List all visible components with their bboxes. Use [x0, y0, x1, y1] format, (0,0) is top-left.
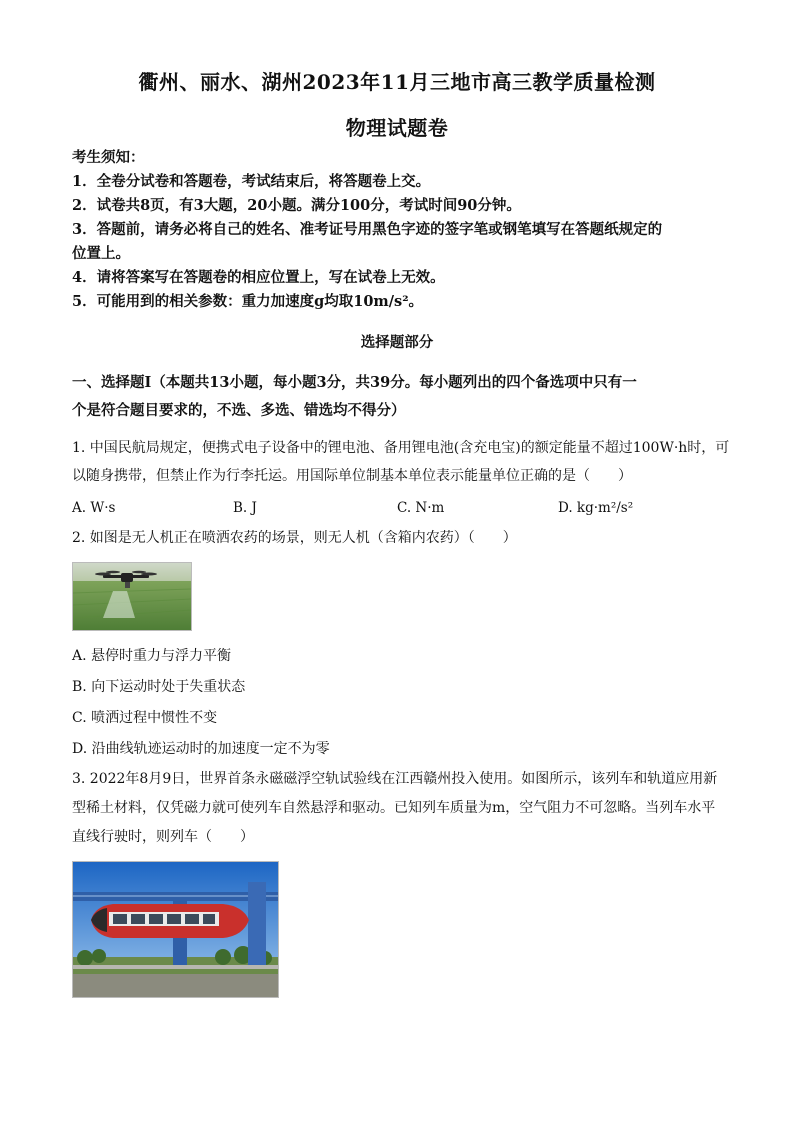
question-1-stem: 1. 中国民航局规定，便携式电子设备中的锂电池、备用锂电池(含充电宝)的额定能量不超过100W·h时，可	[72, 440, 730, 456]
notice-item: 位置上。	[72, 245, 130, 262]
option-d: D. kg·m²/s²	[558, 500, 634, 516]
notice-item: 2．试卷共8页，有3大题，20小题。满分100分，考试时间90分钟。	[72, 197, 521, 214]
notice-item: 1．全卷分试卷和答题卷，考试结束后，将答题卷上交。	[72, 173, 431, 190]
option-c: C. 喷洒过程中惯性不变	[72, 710, 218, 726]
option-b: B. 向下运动时处于失重状态	[72, 679, 246, 695]
exam-subtitle: 物理试题卷	[345, 116, 449, 140]
notice-item: 3．答题前，请务必将自己的姓名、准考证号用黑色字迹的签字笔或钢笔填写在答题纸规定的	[72, 221, 663, 238]
part1-heading-line: 个是符合题目要求的，不选、多选、错选均不得分）	[72, 402, 406, 419]
question-2-options	[72, 641, 724, 765]
exam-title: 衢州、丽水、湖州2023年11月三地市高三教学质量检测	[138, 70, 656, 94]
question-3-stem: 直线行驶时，则列车（ ）	[72, 829, 254, 845]
notice-heading: 考生须知：	[72, 149, 145, 166]
option-c: C. N·m	[397, 500, 445, 516]
question-3	[72, 765, 724, 852]
question-2	[72, 524, 724, 552]
question-2-stem: 2. 如图是无人机正在喷洒农药的场景，则无人机（含箱内农药）（ ）	[72, 530, 517, 546]
question-1	[72, 434, 730, 490]
question-1-options	[72, 500, 724, 524]
section-title: 选择题部分	[360, 334, 434, 351]
drone-photo	[72, 562, 192, 631]
question-3-stem: 型稀土材料，仅凭磁力就可使列车自然悬浮和驱动。已知列车质量为m，空气阻力不可忽略。当列车水平	[72, 800, 716, 816]
part1-heading	[72, 369, 724, 425]
notice-item: 4．请将答案写在答题卷的相应位置上，写在试卷上无效。	[72, 269, 445, 286]
notice-item: 5．可能用到的相关参数：重力加速度g均取10m/s²。	[72, 293, 424, 310]
option-b: B. J	[233, 500, 257, 516]
exam-notice	[72, 146, 724, 314]
drone-image	[73, 563, 191, 630]
question-1-stem: 以随身携带，但禁止作为行李托运。用国际单位制基本单位表示能量单位正确的是（ ）	[72, 468, 632, 484]
part1-heading-line: 一、选择题Ⅰ（本题共13小题，每小题3分，共39分。每小题列出的四个备选项中只有一	[72, 374, 637, 391]
option-d: D. 沿曲线轨迹运动时的加速度一定不为零	[72, 741, 330, 757]
question-3-stem: 3. 2022年8月9日，世界首条永磁磁浮空轨试验线在江西赣州投入使用。如图所示，该列车和轨道应用新	[72, 771, 718, 787]
maglev-photo	[72, 861, 279, 998]
option-a: A. 悬停时重力与浮力平衡	[72, 648, 232, 664]
maglev-image	[73, 862, 278, 997]
option-a: A. W·s	[72, 500, 116, 516]
